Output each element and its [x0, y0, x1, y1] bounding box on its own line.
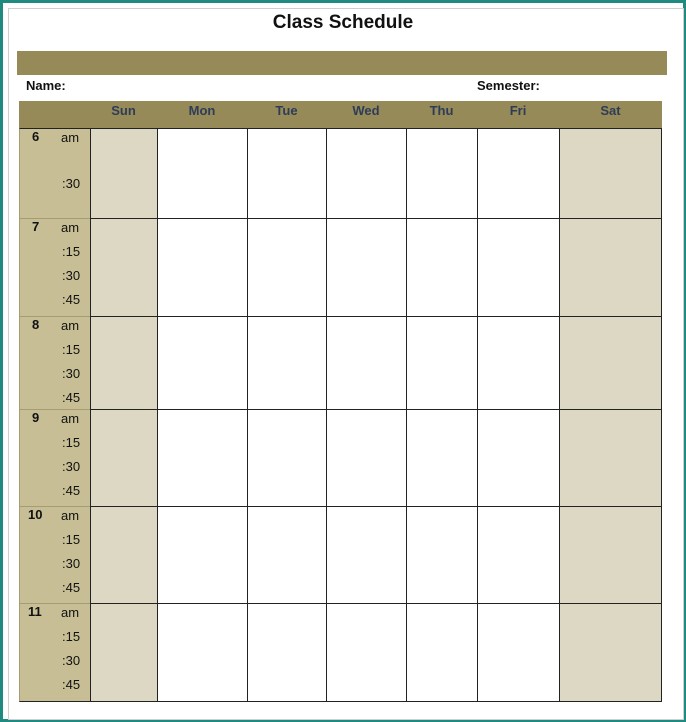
hour-label: 9	[32, 410, 40, 425]
schedule-grid	[19, 128, 662, 702]
hour-label: 7	[32, 219, 40, 234]
row-divider	[90, 218, 662, 219]
column-divider	[157, 128, 158, 702]
day-column-thu[interactable]	[406, 128, 477, 702]
time-slot-label: :30	[62, 366, 81, 381]
day-column-wed[interactable]	[326, 128, 406, 702]
day-column-fri[interactable]	[477, 128, 559, 702]
time-slot-label: am	[61, 605, 80, 620]
time-slot-label: :45	[62, 580, 81, 595]
day-column-sat[interactable]	[559, 128, 662, 702]
day-header-mon: Mon	[188, 103, 216, 118]
time-slot-label: :15	[62, 244, 81, 259]
hour-label: 8	[32, 317, 40, 332]
time-slot-label: :15	[62, 342, 81, 357]
column-divider	[90, 128, 91, 702]
hour-label: 11	[28, 604, 42, 619]
day-column-tue[interactable]	[247, 128, 326, 702]
day-header-sun: Sun	[111, 103, 136, 118]
time-slot-label: am	[61, 220, 80, 235]
day-column-sun[interactable]	[90, 128, 157, 702]
time-row-divider	[19, 316, 90, 317]
day-header-tue: Tue	[275, 103, 298, 118]
row-divider	[90, 603, 662, 604]
time-slot-label: :30	[62, 459, 81, 474]
time-slot-label: :15	[62, 532, 81, 547]
day-header-fri: Fri	[509, 103, 527, 118]
time-slot-label: :45	[62, 677, 81, 692]
time-slot-label: :30	[62, 556, 81, 571]
time-slot-label: :30	[62, 268, 81, 283]
column-divider	[559, 128, 560, 702]
column-divider	[326, 128, 327, 702]
time-row-divider	[19, 409, 90, 410]
row-divider	[90, 409, 662, 410]
time-slot-label: am	[61, 130, 80, 145]
semester-label: Semester:	[477, 78, 540, 93]
time-slot-label: :45	[62, 390, 81, 405]
time-slot-label: :15	[62, 629, 81, 644]
time-row-divider	[19, 218, 90, 219]
title-band	[17, 51, 667, 75]
time-slot-label: :45	[62, 483, 81, 498]
row-divider	[90, 316, 662, 317]
column-divider	[477, 128, 478, 702]
column-divider	[247, 128, 248, 702]
day-header-thu: Thu	[429, 103, 454, 118]
hour-label: 10	[28, 507, 43, 522]
day-column-mon[interactable]	[157, 128, 247, 702]
time-slot-label: :15	[62, 435, 81, 450]
time-slot-label: :45	[62, 292, 81, 307]
day-header-wed: Wed	[352, 103, 380, 118]
day-header-sat: Sat	[600, 103, 621, 118]
day-header-row	[19, 101, 662, 129]
page-title: Class Schedule	[272, 12, 414, 33]
time-slot-label: :30	[62, 176, 81, 191]
hour-label: 6	[32, 129, 40, 144]
name-label: Name:	[26, 78, 66, 93]
time-slot-label: am	[61, 318, 80, 333]
row-divider	[90, 506, 662, 507]
time-slot-label: am	[61, 508, 80, 523]
time-slot-label: :30	[62, 653, 81, 668]
time-slot-label: am	[61, 411, 80, 426]
column-divider	[406, 128, 407, 702]
